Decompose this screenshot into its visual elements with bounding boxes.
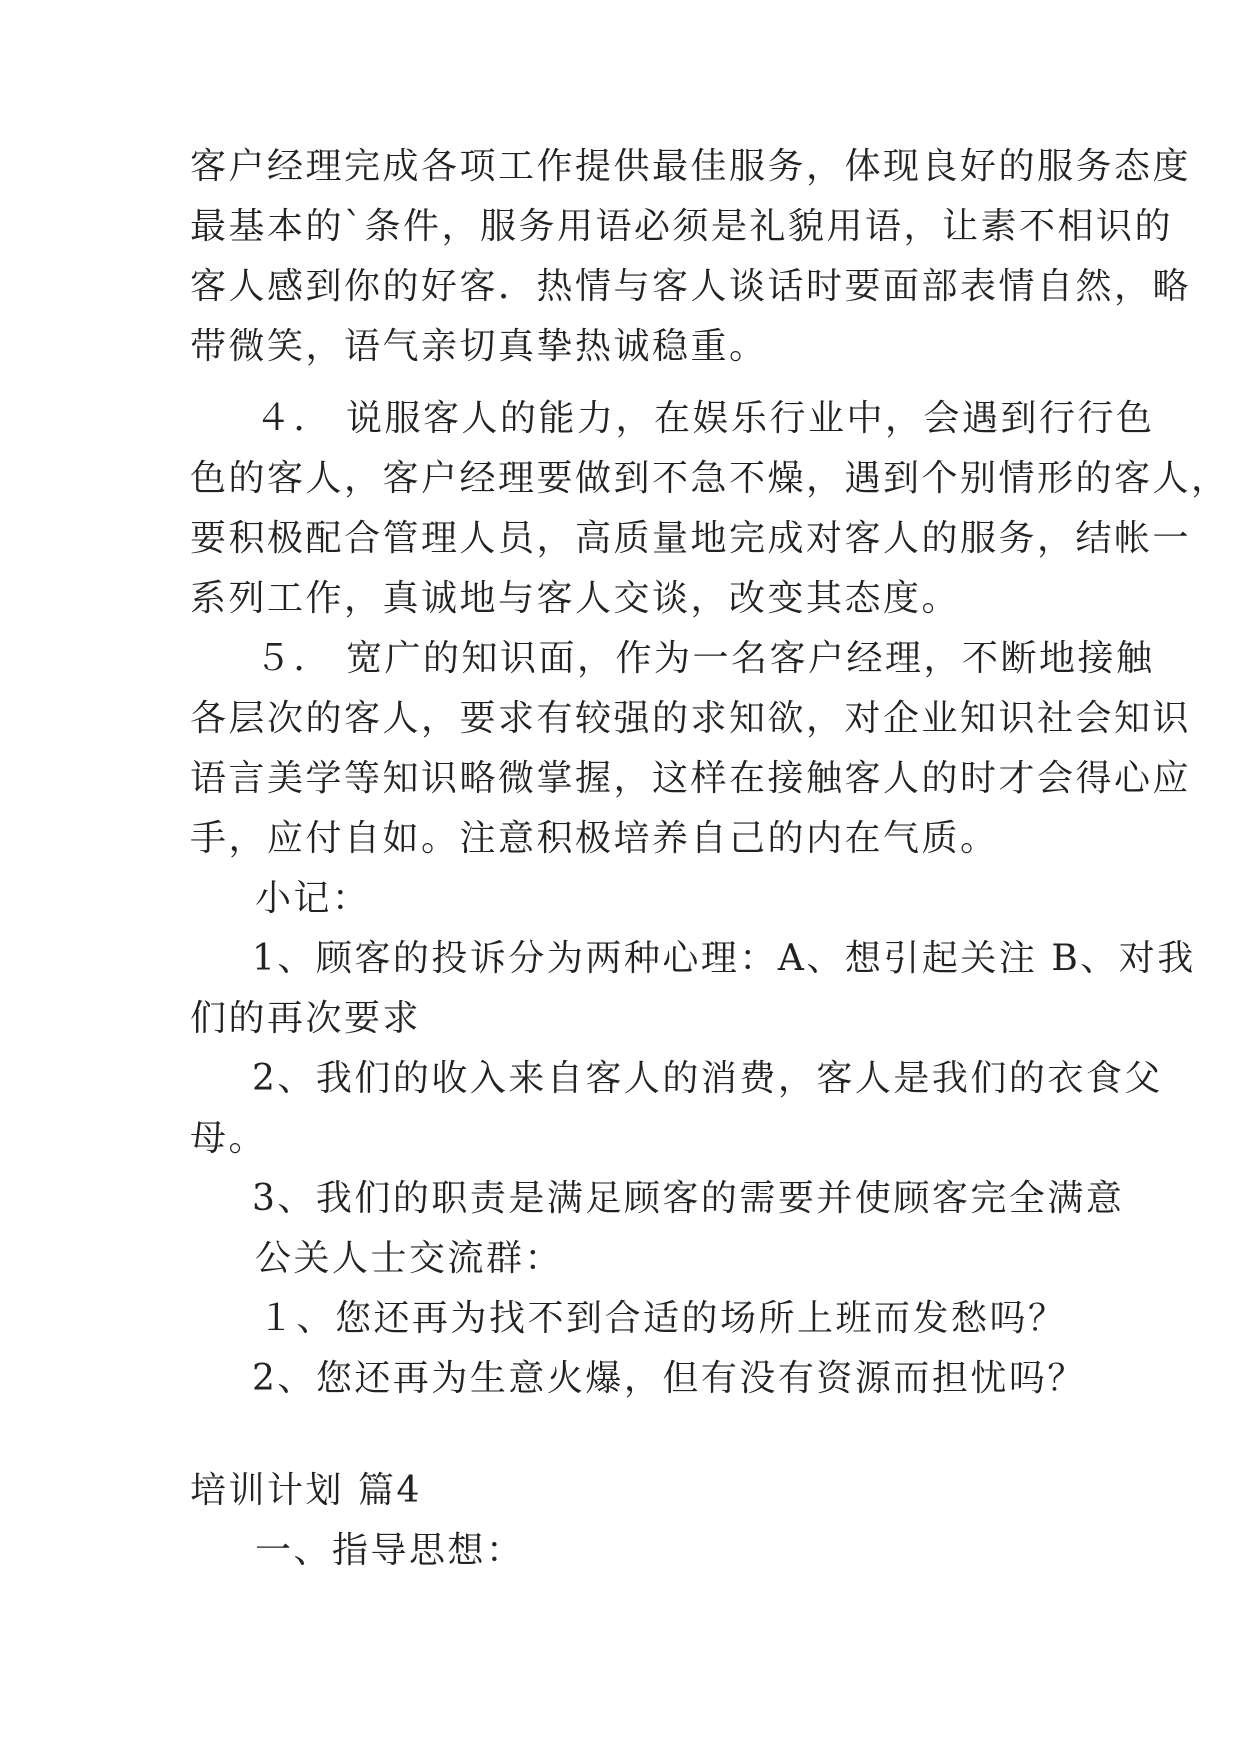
paragraph-line: 3、我们的职责是满足顾客的需要并使顾客完全满意 [252,1178,1125,1219]
paragraph-line: 客人感到你的好客．热情与客人谈话时要面部表情自然，略 [190,266,1192,307]
paragraph-line: 各层次的客人，要求有较强的求知欲，对企业知识社会知识 [190,698,1192,739]
paragraph-line: 客户经理完成各项工作提供最佳服务，体现良好的服务态度 [190,146,1192,187]
paragraph-line: ４． 说服客人的能力，在娱乐行业中，会遇到行行色 [255,398,1155,439]
paragraph-line: 1、顾客的投诉分为两种心理：A、想引起关注 B、对我 [252,938,1196,979]
paragraph-line: 语言美学等知识略微掌握，这样在接触客人的时才会得心应 [190,758,1192,799]
subsection-heading: 一、指导思想： [255,1530,525,1571]
section-label: 公关人士交流群： [255,1238,564,1279]
paragraph-line: 系列工作，真诚地与客人交谈，改变其态度。 [190,578,961,619]
section-heading: 培训计划 篇4 [190,1470,422,1511]
paragraph-line: ５． 宽广的知识面，作为一名客户经理，不断地接触 [255,638,1155,679]
paragraph-line: 们的再次要求 [190,998,422,1039]
paragraph-line: 2、您还再为生意火爆，但有没有资源而担忧吗？ [252,1358,1086,1399]
paragraph-line: 要积极配合管理人员，高质量地完成对客人的服务，结帐一 [190,518,1192,559]
paragraph-line: 2、我们的收入来自客人的消费，客人是我们的衣食父 [252,1058,1163,1099]
paragraph-line: 母。 [190,1118,268,1159]
paragraph-line: 色的客人，客户经理要做到不急不燥，遇到个别情形的客人， [190,458,1230,499]
paragraph-line: 带微笑，语气亲切真挚热诚稳重。 [190,326,768,367]
paragraph-line: 手，应付自如。注意积极培养自己的内在气质。 [190,818,999,859]
section-label: 小记： [255,878,371,919]
paragraph-line: １、您还再为找不到合适的场所上班而发愁吗？ [258,1298,1067,1339]
paragraph-line: 最基本的`条件，服务用语必须是礼貌用语，让素不相识的 [190,206,1174,247]
